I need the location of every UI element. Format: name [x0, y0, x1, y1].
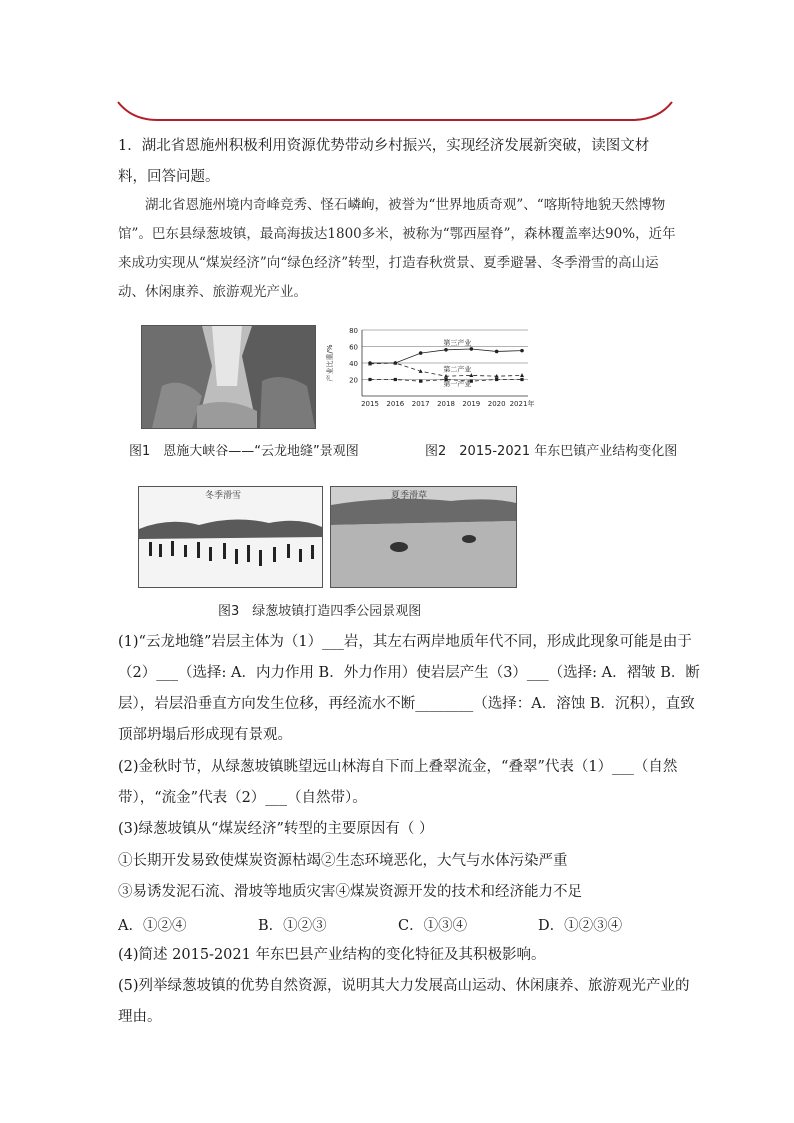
q5-line1: (5)列举绿葱坡镇的优势自然资源，说明其大力发展高山运动、休闲康养、旅游观光产业的	[118, 978, 690, 994]
data-point	[444, 348, 448, 352]
data-point	[520, 373, 524, 377]
q3-line: (3)绿葱坡镇从“煤炭经济”转型的主要原因有（ ）	[118, 821, 434, 837]
y-tick-label: 40	[349, 360, 358, 368]
q1-line1: (1)“云龙地缝”岩层主体为（1）___岩，其左右两岸地质年代不同，形成此现象可能是由于	[118, 634, 692, 650]
fig3-caption: 图3 绿葱坡镇打造四季公园景观图	[218, 604, 422, 619]
series-label: 第三产业	[443, 338, 472, 347]
x-tick-label: 2018	[437, 400, 455, 408]
data-point	[520, 349, 524, 353]
q3-items-line1: ①长期开发易致使煤炭资源枯竭②生态环境恶化，大气与水体污染严重	[118, 853, 568, 869]
x-tick-label: 2017	[411, 400, 430, 408]
q2-line2: 带），“流金”代表（2）___（自然带）。	[118, 790, 367, 806]
x-tick-label: 2021年	[509, 400, 535, 408]
q2-line1: (2)金秋时节，从绿葱坡镇眺望远山林海自下而上叠翠流金，“叠翠”代表（1）___（自然	[118, 759, 678, 775]
data-point	[470, 347, 474, 351]
data-point	[495, 378, 498, 381]
x-tick-label: 2016	[386, 400, 405, 408]
data-point	[368, 378, 371, 381]
winter-skiing-photo	[138, 486, 323, 588]
question-stem: 1．湖北省恩施州积极利用资源优势带动乡村振兴，实现经济发展新突破，读图文材料，回答问题。	[118, 138, 650, 185]
summer-grass-skiing-photo	[330, 486, 517, 588]
q4-line: (4)简述 2015-2021 年东巴县产业结构的变化特征及其积极影响。	[118, 947, 546, 963]
series-label: 第一产业	[443, 380, 472, 389]
x-tick-label: 2019	[462, 400, 481, 408]
data-point	[419, 351, 423, 355]
y-tick-label: 80	[349, 327, 358, 335]
fig2-caption: 图2 2015-2021 年东巴镇产业结构变化图	[425, 444, 678, 459]
series-label: 第二产业	[443, 365, 472, 374]
material-text: 湖北省恩施州境内奇峰竞秀、怪石嶙峋，被誉为“世界地质奇观”、“喀斯特地貌天然博物馆”。巴东县绿葱坡镇，最高海拔达1800多米，被称为“鄂西屋脊”，森林覆盖率达90%，近年来成功实现从“煤炭经济”向“绿色经济”转型，打造春秋赏景、夏季避暑、冬季滑雪的高山运动、休闲康养、旅游观光产业。	[118, 197, 676, 300]
q1-line3: 层），岩层沿垂直方向发生位移，再经流水不断________（选择：A．溶蚀 B．沉积），直致	[118, 696, 695, 712]
header-arc	[110, 96, 680, 126]
q3-items-line2: ③易诱发泥石流、滑坡等地质灾害④煤炭资源开发的技术和经济能力不足	[118, 884, 582, 900]
y-tick-label: 60	[349, 343, 358, 352]
q1-line2: （2）___（选择: A．内力作用 B．外力作用）使岩层产生（3）___（选择: A．褶皱 B．断	[118, 665, 700, 681]
data-point	[495, 350, 499, 354]
q1-line4: 顶部坍塌后形成现有景观。	[118, 727, 292, 743]
canyon-photo	[141, 325, 316, 429]
summer-label: 夏季滑草	[391, 491, 428, 501]
industry-structure-chart	[322, 322, 538, 430]
x-tick-label: 2020	[487, 400, 506, 408]
fig1-caption: 图1 恩施大峡谷——“云龙地缝”景观图	[129, 444, 359, 459]
q5-line2: 理由。	[118, 1009, 162, 1025]
data-point	[419, 380, 422, 383]
option-b[interactable]: B．①②③	[258, 918, 327, 934]
option-d[interactable]: D．①②③④	[538, 918, 623, 934]
option-c[interactable]: C．①③④	[398, 918, 468, 934]
option-a[interactable]: A．①②④	[118, 918, 187, 934]
x-tick-label: 2015	[361, 400, 379, 408]
winter-label: 冬季滑雪	[205, 491, 242, 501]
y-tick-label: 20	[349, 376, 358, 385]
y-axis-label: 产业比重/%	[326, 344, 334, 382]
data-point	[394, 378, 397, 381]
data-point	[520, 378, 523, 381]
